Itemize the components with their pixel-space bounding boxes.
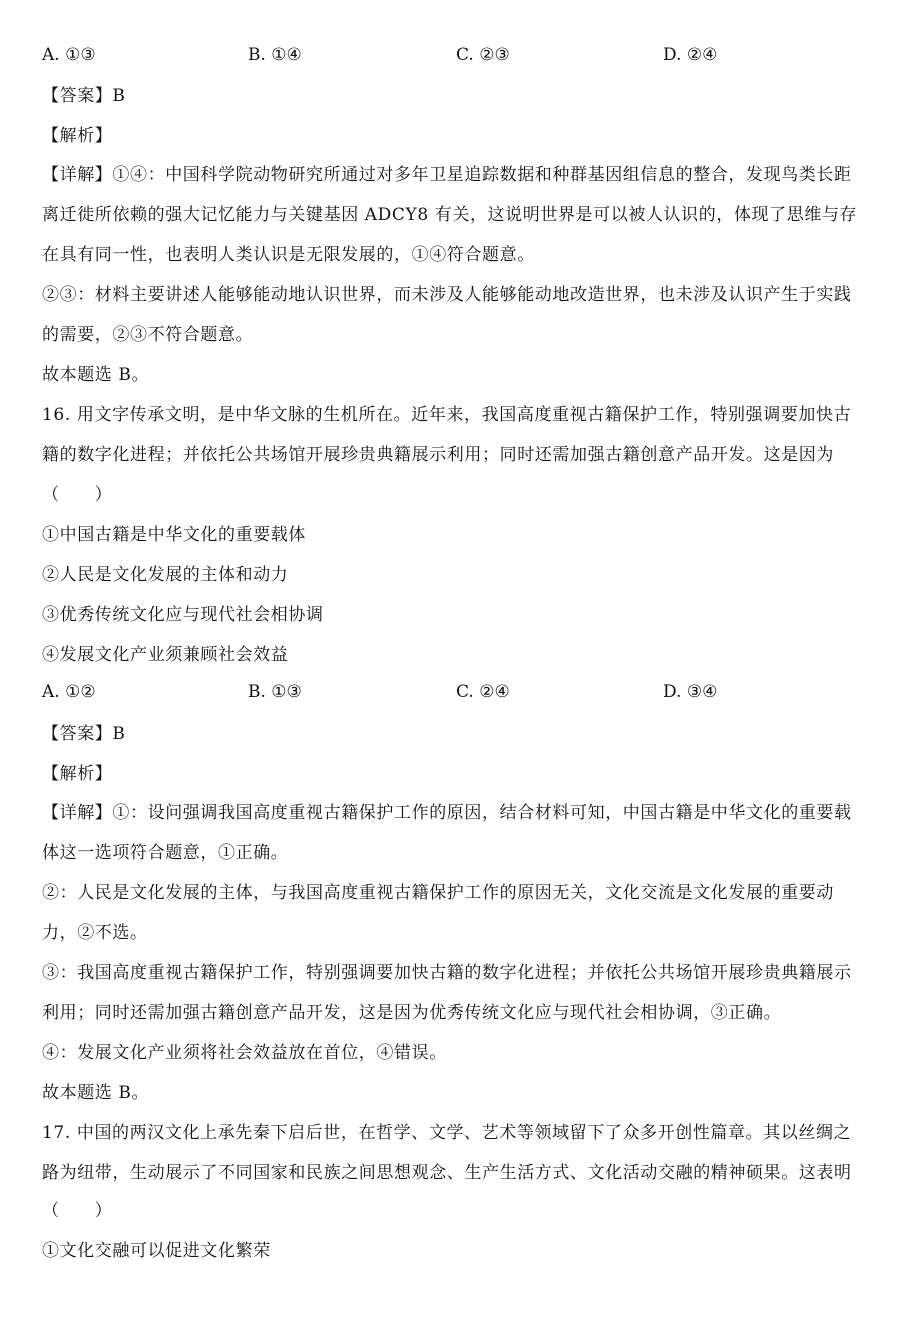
q17-statement: ①文化交融可以促进文化繁荣 — [42, 1241, 271, 1261]
q16-option-a: A. ①② — [42, 682, 96, 702]
q16-option-b: B. ①③ — [248, 682, 302, 702]
q16-option-d: D. ③④ — [663, 682, 718, 702]
q16-detail-line: ④：发展文化产业须将社会效益放在首位，④错误。 — [42, 1043, 447, 1063]
q15-detail-line: 【详解】①④：中国科学院动物研究所通过对多年卫星追踪数据和种群基因组信息的整合，发现鸟类长距 — [42, 165, 852, 185]
q15-option-a: A. ①③ — [42, 45, 96, 65]
q15-detail-line: ②③：材料主要讲述人能够能动地认识世界，而未涉及人能够能动地改造世界，也未涉及认识产生于实践 — [42, 285, 852, 305]
q15-option-c: C. ②③ — [456, 45, 510, 65]
q15-detail-line: 在具有同一性，也表明人类认识是无限发展的，①④符合题意。 — [42, 245, 535, 265]
q16-detail-line: 体这一选项符合题意，①正确。 — [42, 843, 289, 863]
q16-detail-line: 利用；同时还需加强古籍创意产品开发，这是因为优秀传统文化应与现代社会相协调，③正确。 — [42, 1003, 782, 1023]
q15-option-b: B. ①④ — [248, 45, 302, 65]
q17-stem-line: 17. 中国的两汉文化上承先秦下启后世，在哲学、文学、艺术等领域留下了众多开创性篇章。其以丝绸之 — [42, 1123, 852, 1143]
q15-conclusion: 故本题选 B。 — [42, 365, 150, 385]
q15-option-d: D. ②④ — [663, 45, 718, 65]
q15-analysis-heading: 【解析】 — [42, 126, 113, 146]
q16-statement: ①中国古籍是中华文化的重要载体 — [42, 525, 306, 545]
q16-statement: ②人民是文化发展的主体和动力 — [42, 565, 289, 585]
q16-detail-line: 力，②不选。 — [42, 923, 148, 943]
q16-stem-line: 16. 用文字传承文明，是中华文脉的生机所在。近年来，我国高度重视古籍保护工作，特别强调要加快古 — [42, 405, 852, 425]
q17-answer-blank: （ ） — [42, 1201, 113, 1221]
q16-statement: ③优秀传统文化应与现代社会相协调 — [42, 605, 324, 625]
q16-analysis-heading: 【解析】 — [42, 764, 113, 784]
q15-detail-line: 离迁徙所依赖的强大记忆能力与关键基因 ADCY8 有关，这说明世界是可以被人认识的，体现了思维与存 — [42, 205, 858, 225]
q16-detail-line: ②：人民是文化发展的主体，与我国高度重视古籍保护工作的原因无关，文化交流是文化发展的重要动 — [42, 883, 834, 903]
q15-detail-line: 的需要，②③不符合题意。 — [42, 325, 254, 345]
q16-detail-line: ③：我国高度重视古籍保护工作，特别强调要加快古籍的数字化进程；并依托公共场馆开展珍贵典籍展示 — [42, 963, 852, 983]
q17-stem-line: 路为纽带，生动展示了不同国家和民族之间思想观念、生产生活方式、文化活动交融的精神硕果。这表明 — [42, 1163, 852, 1183]
q16-answer-blank: （ ） — [42, 485, 113, 505]
q16-statement: ④发展文化产业须兼顾社会效益 — [42, 645, 289, 665]
q16-answer: 【答案】B — [42, 724, 126, 744]
q16-conclusion: 故本题选 B。 — [42, 1083, 150, 1103]
q16-detail-line: 【详解】①：设问强调我国高度重视古籍保护工作的原因，结合材料可知，中国古籍是中华文化的重要载 — [42, 803, 852, 823]
q16-stem-line: 籍的数字化进程；并依托公共场馆开展珍贵典籍展示利用；同时还需加强古籍创意产品开发。这是因为 — [42, 445, 834, 465]
q15-answer: 【答案】B — [42, 86, 126, 106]
q16-option-c: C. ②④ — [456, 682, 510, 702]
